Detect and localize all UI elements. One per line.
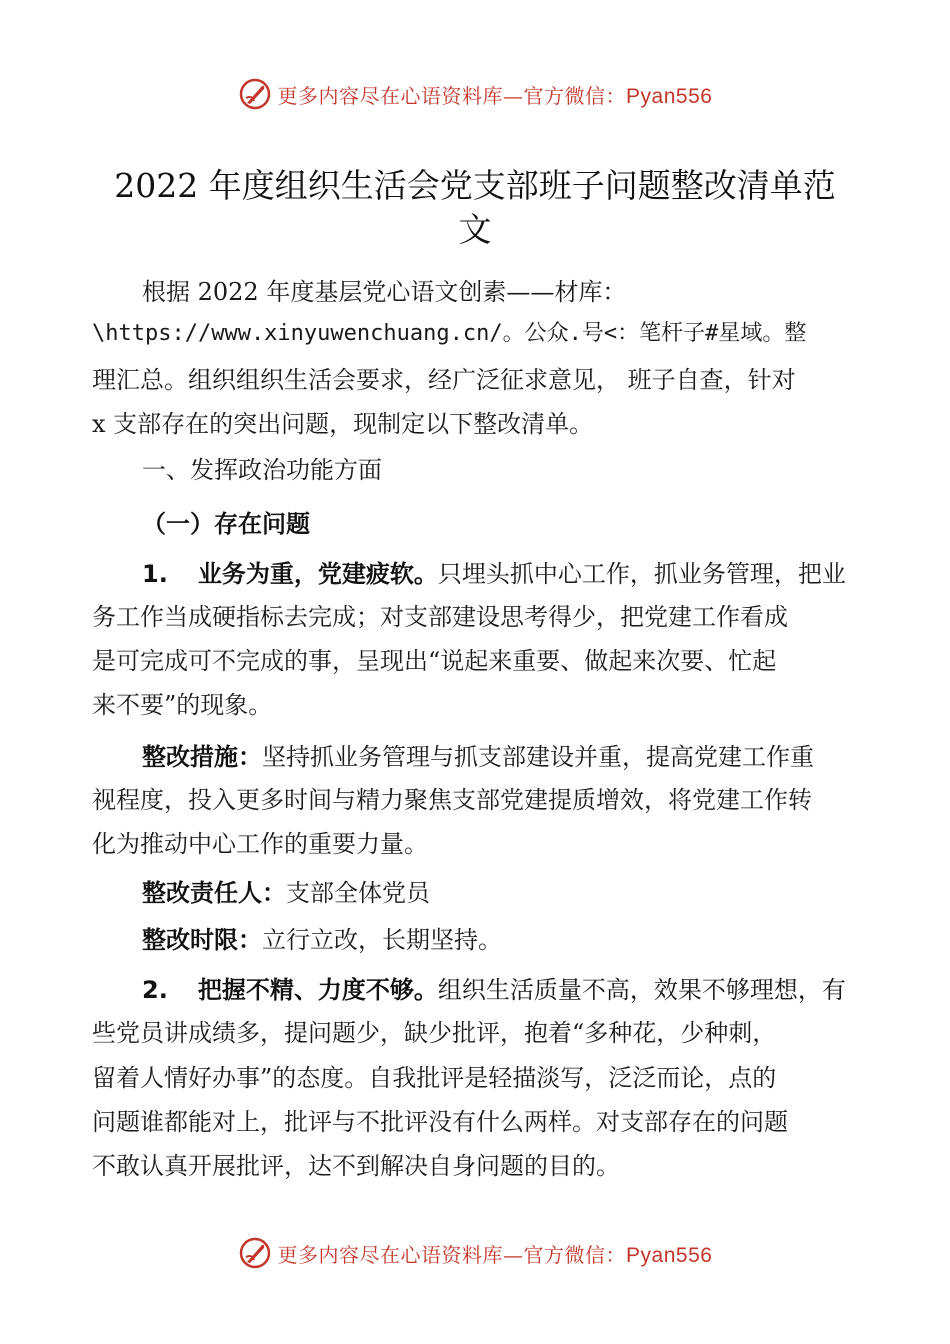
- item-2-line-3: 留着人情好办事”的态度。自我批评是轻描淡写，泛泛而论，点的: [92, 1064, 777, 1092]
- measures-line-3: 化为推动中心工作的重要力量。: [92, 830, 428, 858]
- quill-logo-icon: [238, 1236, 272, 1270]
- intro-line-3: 理汇总。组织组织生活会要求，经广泛征求意见， 班子自查，针对: [92, 366, 796, 394]
- item-2-text: 组织生活质量不高，效果不够理想，有: [437, 976, 846, 1004]
- quill-logo-icon: [238, 77, 272, 111]
- measures-line-2: 视程度，投入更多时间与精力聚焦支部党建提质增效，将党建工作转: [92, 786, 812, 814]
- measures-text: 坚持抓业务管理与抓支部建设并重，提高党建工作重: [262, 743, 814, 771]
- item-2-line-4: 问题谁都能对上，批评与不批评没有什么两样。对支部存在的问题: [92, 1108, 788, 1136]
- header-banner: [0, 74, 950, 114]
- footer-banner: [0, 1233, 950, 1273]
- item-2-first-line: [142, 970, 942, 1005]
- responsible-label: 整改责任人：: [142, 879, 286, 907]
- item-2-line-2: 些党员讲成绩多，提问题少，缺少批评，抱着“多种花，少种刺，: [92, 1019, 777, 1047]
- item-2-lead: 把握不精、力度不够。: [197, 976, 438, 1004]
- banner-wechat-id: Pyan556: [626, 1243, 713, 1267]
- responsible-line: [142, 873, 942, 908]
- item-1-first-line: [142, 554, 942, 589]
- responsible-value: 支部全体党员: [286, 879, 430, 907]
- banner-slogan: 更多内容尽在心语资料库—官方微信：: [277, 1242, 627, 1267]
- banner-text: [278, 80, 713, 109]
- item-1-line-4: 来不要”的现象。: [92, 691, 273, 719]
- item-2-line-5: 不敢认真开展批评，达不到解决自身问题的目的。: [92, 1152, 620, 1180]
- item-1-lead: 业务为重，党建疲软。: [197, 560, 438, 588]
- item-1-line-3: 是可完成可不完成的事，呈现出“说起来重要、做起来次要、忙起: [92, 647, 777, 675]
- measures-first-line: [142, 737, 942, 772]
- document-title: [60, 164, 890, 252]
- measures-label: 整改措施：: [142, 743, 262, 771]
- deadline-value: 立行立改，长期坚持。: [262, 926, 502, 954]
- subsection-heading: （一）存在问题: [142, 510, 310, 538]
- item-1-number: 1.: [142, 560, 168, 588]
- title-line-2: 文: [458, 210, 492, 249]
- banner-slogan: 更多内容尽在心语资料库—官方微信：: [277, 83, 627, 108]
- title-line-1: 2022 年度组织生活会党支部班子问题整改清单范: [114, 166, 836, 205]
- item-1-line-2: 务工作当成硬指标去完成；对支部建设思考得少，把党建工作看成: [92, 603, 788, 631]
- banner-text: [278, 1239, 713, 1268]
- deadline-label: 整改时限：: [142, 926, 262, 954]
- intro-line-2: \https://www.xinyuwenchuang.cn/。公众.号<：笔杆子#星域。整: [92, 321, 807, 346]
- item-1-text: 只埋头抓中心工作，抓业务管理，把业: [437, 560, 846, 588]
- intro-line-1: 根据 2022 年度基层党心语文创素——材库：: [142, 278, 627, 306]
- intro-line-4: x 支部存在的突出问题，现制定以下整改清单。: [92, 410, 594, 438]
- banner-wechat-id: Pyan556: [626, 84, 713, 108]
- section-heading: 一、发挥政治功能方面: [142, 456, 382, 484]
- item-2-number: 2.: [142, 976, 168, 1004]
- deadline-line: [142, 920, 942, 955]
